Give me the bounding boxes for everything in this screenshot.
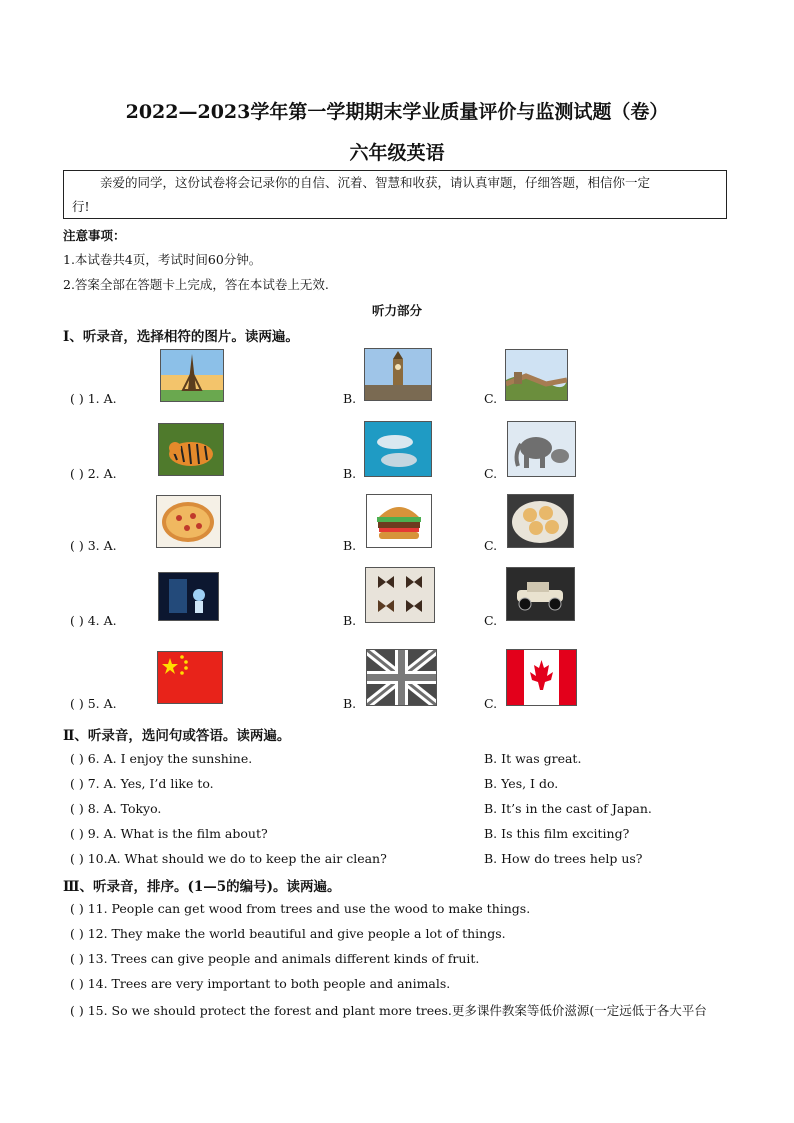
q7-option-a: ( ) 7. A. Yes, I’d like to.: [70, 776, 214, 791]
uk-flag-image[interactable]: [366, 649, 437, 706]
tiger-image[interactable]: [158, 423, 224, 476]
q1-label: ( ) 1. A.: [70, 391, 117, 406]
pizza-image[interactable]: [156, 495, 221, 548]
q12-sentence: ( ) 12. They make the world beautiful and give people a lot of things.: [70, 926, 506, 941]
q6-option-a: ( ) 6. A. I enjoy the sunshine.: [70, 751, 253, 766]
q9-option-a: ( ) 9. A. What is the film about?: [70, 826, 268, 841]
q4-b-label: B.: [343, 613, 357, 628]
intro-line-2: 行!: [72, 199, 90, 214]
great-wall-image[interactable]: [505, 349, 568, 401]
q3-c-label: C.: [484, 538, 498, 553]
q5-c-label: C.: [484, 696, 498, 711]
canada-flag-image[interactable]: [506, 649, 577, 706]
q8-option-b: B. It’s in the cast of Japan.: [484, 801, 652, 816]
listening-label: 听力部分: [371, 303, 422, 318]
dolphins-image[interactable]: [364, 421, 432, 477]
q10-option-a: ( ) 10.A. What should we do to keep the air clean?: [70, 851, 387, 866]
q4-c-label: C.: [484, 613, 498, 628]
section3-heading: Ⅲ、听录音，排序。(1—5的编号)。读两遍。: [63, 879, 341, 895]
q15-sentence: ( ) 15. So we should protect the forest and plant more trees.更多课件教案等低价滋源(一定远低于各大平台: [70, 1003, 707, 1018]
q3-b-label: B.: [343, 538, 357, 553]
section1-heading: Ⅰ、听录音，选择相符的图片。读两遍。: [63, 329, 299, 345]
space-exhibit-image[interactable]: [158, 572, 219, 621]
butterflies-image[interactable]: [365, 567, 435, 623]
dumplings-image[interactable]: [507, 494, 574, 548]
eiffel-tower-image[interactable]: [160, 349, 224, 402]
elephants-image[interactable]: [507, 421, 576, 477]
exam-subtitle: 六年级英语: [349, 142, 445, 164]
big-ben-image[interactable]: [364, 348, 432, 401]
exam-title: 2022—2023学年第一学期期末学业质量评价与监测试题（卷）: [125, 101, 669, 123]
notes-heading: 注意事项：: [63, 228, 126, 243]
q4-label: ( ) 4. A.: [70, 613, 117, 628]
note-item-1: 1.本试卷共4页，考试时间60分钟。: [63, 252, 262, 267]
q9-option-b: B. Is this film exciting?: [484, 826, 630, 841]
q1-c-label: C.: [484, 391, 498, 406]
q1-b-label: B.: [343, 391, 357, 406]
q8-option-a: ( ) 8. A. Tokyo.: [70, 801, 162, 816]
old-car-image[interactable]: [506, 567, 575, 621]
china-flag-image[interactable]: [157, 651, 223, 704]
q7-option-b: B. Yes, I do.: [484, 776, 559, 791]
q10-option-b: B. How do trees help us?: [484, 851, 643, 866]
q14-sentence: ( ) 14. Trees are very important to both people and animals.: [70, 976, 451, 991]
q6-option-b: B. It was great.: [484, 751, 582, 766]
intro-line-1: 亲爱的同学，这份试卷将会记录你的自信、沉着、智慧和收获，请认真审题，仔细答题，相信你一定: [100, 175, 651, 190]
q11-sentence: ( ) 11. People can get wood from trees and use the wood to make things.: [70, 901, 531, 916]
hamburger-image[interactable]: [366, 494, 432, 548]
q13-sentence: ( ) 13. Trees can give people and animals different kinds of fruit.: [70, 951, 480, 966]
q5-b-label: B.: [343, 696, 357, 711]
intro-box: [63, 170, 727, 219]
q2-label: ( ) 2. A.: [70, 466, 117, 481]
q3-label: ( ) 3. A.: [70, 538, 117, 553]
section2-heading: Ⅱ、听录音，选问句或答语。读两遍。: [63, 728, 291, 744]
q5-label: ( ) 5. A.: [70, 696, 117, 711]
q2-b-label: B.: [343, 466, 357, 481]
q2-c-label: C.: [484, 466, 498, 481]
note-item-2: 2.答案全部在答题卡上完成，答在本试卷上无效.: [63, 277, 329, 292]
